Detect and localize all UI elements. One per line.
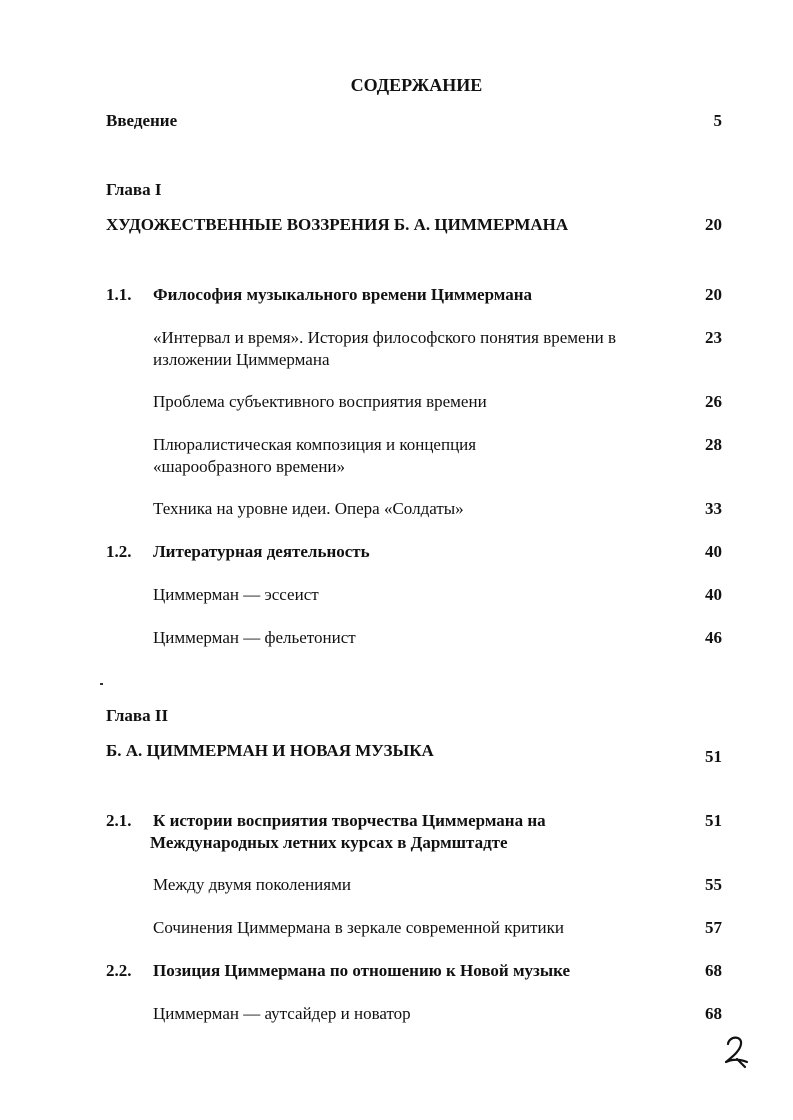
chapter-heading: Глава II xyxy=(106,706,169,725)
section-title-line2: Международных летних курсах в Дармштадте xyxy=(150,833,508,852)
toc-page-number: 68 xyxy=(705,1004,722,1023)
section-title: Литературная деятельность xyxy=(153,542,370,561)
section-title-line1: К истории восприятия творчества Циммермана на xyxy=(153,811,546,830)
toc-page-number: 55 xyxy=(705,875,722,894)
subsection-title: Техника на уровне идеи. Опера «Солдаты» xyxy=(153,499,464,518)
subsection-title-line2: изложении Циммермана xyxy=(153,350,330,369)
toc-page-number: 23 xyxy=(705,328,722,347)
toc-label: Введение xyxy=(106,111,178,130)
chapter-title: Б. А. ЦИММЕРМАН И НОВАЯ МУЗЫКА xyxy=(106,741,434,760)
subsection-title: Циммерман — фельетонист xyxy=(153,628,356,647)
section-number: 2.2. xyxy=(106,961,132,980)
handwritten-page-number xyxy=(720,1032,752,1070)
subsection-title-line2: «шарообразного времени» xyxy=(153,457,346,476)
chapter-title: ХУДОЖЕСТВЕННЫЕ ВОЗЗРЕНИЯ Б. А. ЦИММЕРМАНА xyxy=(106,215,569,234)
toc-page-number: 46 xyxy=(705,628,722,647)
toc-page-number: 51 xyxy=(705,811,722,830)
subsection-title-line1: Плюралистическая композиция и концепция xyxy=(153,435,477,454)
section-number: 1.2. xyxy=(106,542,132,561)
toc-page-number: 28 xyxy=(705,435,722,454)
subsection-title: Между двумя поколениями xyxy=(153,875,351,894)
toc-page-number: 40 xyxy=(705,542,722,561)
toc-page-number: 40 xyxy=(705,585,722,604)
toc-page-number: 51 xyxy=(705,747,722,766)
section-title: Философия музыкального времени Циммермана xyxy=(153,285,533,304)
page-title: СОДЕРЖАНИЕ xyxy=(350,75,483,95)
section-number: 2.1. xyxy=(106,811,132,830)
section-title: Позиция Циммермана по отношению к Новой музыке xyxy=(153,961,571,980)
subsection-title: Циммерман — эссеист xyxy=(153,585,319,604)
toc-page-number: 57 xyxy=(705,918,722,937)
toc-page-number: 20 xyxy=(705,285,722,304)
toc-page-number: 5 xyxy=(713,111,722,130)
toc-page-number: 68 xyxy=(705,961,722,980)
toc-page-number: 26 xyxy=(705,392,722,411)
subsection-title: Циммерман — аутсайдер и новатор xyxy=(153,1004,411,1023)
toc-page-number: 20 xyxy=(705,215,722,234)
scan-speck xyxy=(100,683,103,685)
section-number: 1.1. xyxy=(106,285,132,304)
toc-page-number: 33 xyxy=(705,499,722,518)
subsection-title-line1: «Интервал и время». История философского понятия времени в xyxy=(153,328,617,347)
subsection-title: Проблема субъективного восприятия времени xyxy=(153,392,487,411)
subsection-title: Сочинения Циммермана в зеркале современной критики xyxy=(153,918,564,937)
chapter-heading: Глава I xyxy=(106,180,162,199)
